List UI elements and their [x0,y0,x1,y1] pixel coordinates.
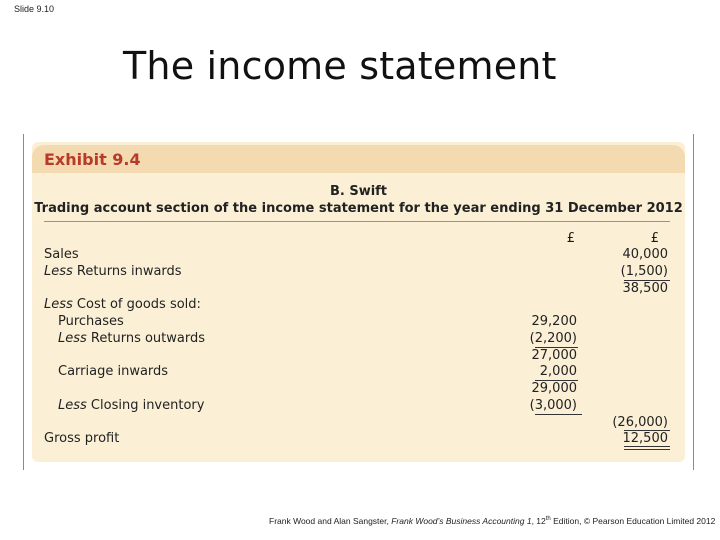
footer-citation: Frank Wood and Alan Sangster, Frank Wood’s Business Accounting 1, 12th Edition, © Pearson Education Limited 2012 [269,516,716,526]
col1-header: £ [566,231,575,246]
row-label: Less Cost of goods sold: [44,297,201,312]
table-row [32,431,685,448]
row-label: Carriage inwards [58,364,169,379]
table-row [32,314,685,331]
row-col1: (2,200) [529,331,577,346]
row-label: Less Returns inwards [44,264,182,279]
row-col1: 2,000 [539,364,577,379]
row-col1: 27,000 [531,348,577,363]
row-col2: (1,500) [620,264,668,279]
statement-heading: Trading account section of the income statement for the year ending 31 December 2012 [34,201,683,216]
row-col2: 12,500 [622,431,668,446]
table-row [32,364,685,381]
table-row [32,297,685,314]
double-underline-bottom [624,449,670,450]
row-col1: (3,000) [529,398,577,413]
table-row [32,348,685,365]
slide-number: Slide 9.10 [14,4,55,14]
exhibit-label: Exhibit 9.4 [44,150,141,169]
table-row [32,281,685,298]
table-row [32,398,685,415]
statement-company: B. Swift [329,184,388,199]
double-underline-top [624,446,670,447]
table-row [32,331,685,348]
col2-header: £ [650,231,659,246]
row-col2: (26,000) [612,415,668,430]
table-row [32,247,685,264]
exhibit-panel [32,142,685,462]
row-col2: 38,500 [622,281,668,296]
row-col1: 29,000 [531,381,577,396]
row-label: Less Returns outwards [58,331,206,346]
row-col2: 40,000 [622,247,668,262]
table-row [32,415,685,432]
table-row [32,264,685,281]
header-divider [44,221,670,222]
row-label: Purchases [58,314,124,329]
table-row [32,381,685,398]
row-label: Less Closing inventory [58,398,205,413]
page-title: The income statement [123,44,557,88]
row-label: Sales [44,247,79,262]
exhibit-header [32,145,685,173]
row-col1: 29,200 [531,314,577,329]
row-label: Gross profit [44,431,120,446]
